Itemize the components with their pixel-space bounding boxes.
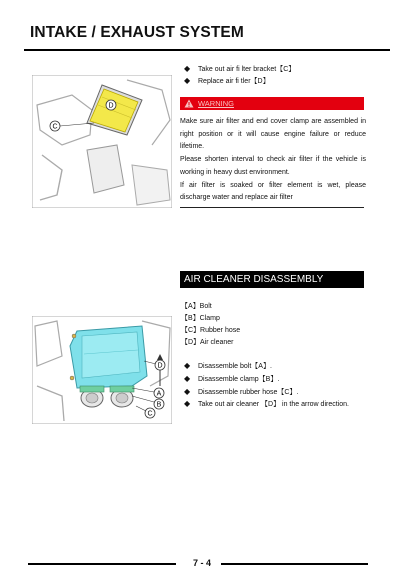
step-text: Take out air fi lter bracket【C】 [198, 66, 296, 73]
warning-paragraph: If air filter is soaked or filter element is wet, please discharge water and replace air filter [180, 181, 366, 202]
diamond-bullet-icon: ◆ [184, 374, 191, 383]
step-text: Take out air cleaner 【D】 in the arrow direction. [198, 401, 349, 408]
footer-divider-right [221, 563, 368, 565]
diamond-bullet-icon: ◆ [184, 64, 191, 73]
diamond-bullet-icon: ◆ [184, 387, 191, 396]
diamond-bullet-icon: ◆ [184, 399, 191, 408]
legend-item: 【A】Bolt [181, 303, 212, 310]
footer-divider-left [28, 563, 176, 565]
step-item [184, 75, 270, 87]
title-divider [24, 49, 390, 51]
legend-item: 【C】Rubber hose [181, 327, 241, 334]
step-text: Disassemble rubber hose【C】. [198, 389, 299, 396]
step-item [184, 373, 279, 385]
diamond-bullet-icon: ◆ [184, 76, 191, 85]
air-filter-replacement-figure [32, 75, 172, 208]
warning-text [180, 116, 366, 205]
air-cleaner-disassembly-figure [32, 316, 172, 424]
callout-label: D [157, 362, 163, 370]
section-title: AIR CLEANER DISASSEMBLY [184, 274, 324, 285]
warning-paragraph: Please shorten interval to check air filter if the vehicle is working in heavy dust environment. [180, 156, 366, 176]
warning-divider [180, 207, 364, 208]
callout-label: D [108, 102, 114, 110]
callout-label: C [52, 123, 58, 131]
step-text: Disassemble clamp【B】. [198, 376, 280, 383]
warning-label: WARNING [198, 99, 234, 108]
step-item [184, 63, 295, 75]
step-text: Replace air fi tler【D】 [198, 78, 270, 85]
step-item [184, 386, 298, 398]
step-item [184, 398, 349, 410]
callout-label: A [156, 390, 162, 398]
warning-paragraph: Make sure air filter and end cover clamp are assembled in right position or it will cause engine failure or reduce lifetime. [180, 118, 366, 151]
legend-item: 【D】Air cleaner [181, 339, 234, 346]
callout-label: C [147, 410, 153, 418]
warning-triangle-icon [184, 99, 194, 108]
callout-label: B [156, 401, 162, 409]
diamond-bullet-icon: ◆ [184, 361, 191, 370]
page-title: INTAKE / EXHAUST SYSTEM [30, 24, 244, 41]
legend-item: 【B】Clamp [181, 315, 220, 322]
step-item [184, 360, 272, 372]
step-text: Disassemble bolt【A】. [198, 363, 272, 370]
page-number: 7 - 4 [192, 558, 211, 568]
